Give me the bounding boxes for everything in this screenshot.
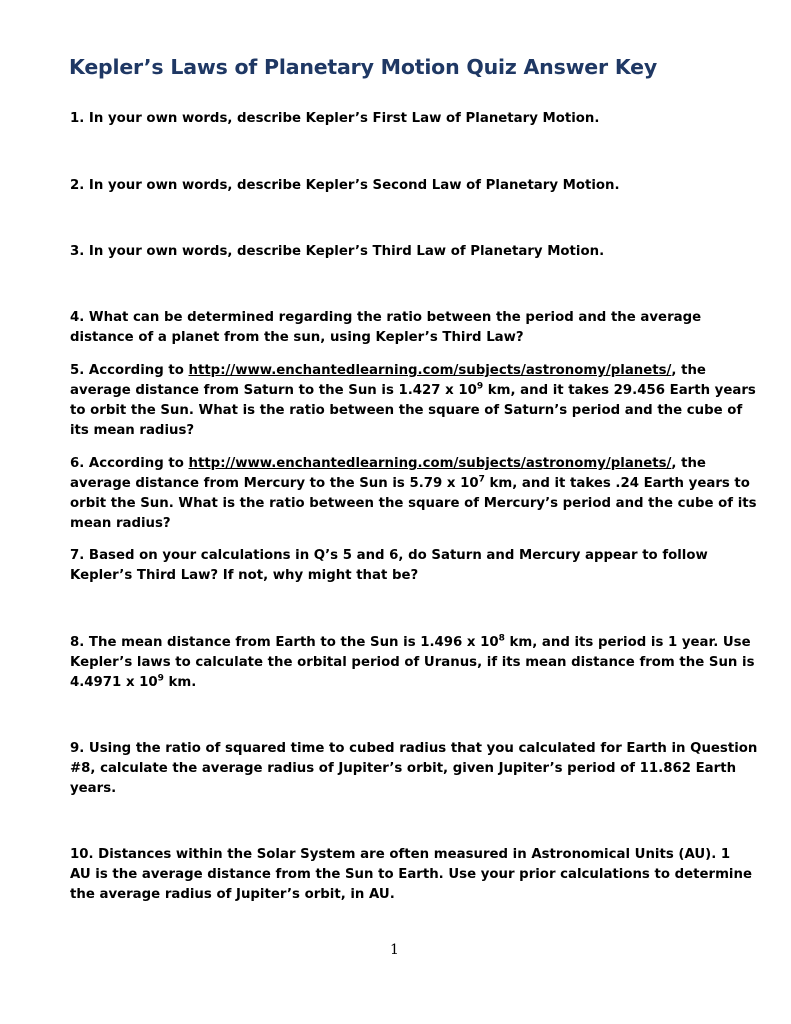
- question-9-line-1: 9. Using the ratio of squared time to cubed radius that you calculated for Earth in Question: [70, 741, 758, 756]
- question-5: [70, 361, 756, 441]
- question-10: [70, 845, 752, 905]
- question-6: [70, 454, 757, 534]
- question-5-exponent: 9: [476, 381, 484, 392]
- question-8: [70, 633, 755, 693]
- question-5-link[interactable]: http://www.enchantedlearning.com/subjects/astronomy/planets/: [188, 363, 672, 378]
- question-10-line-1: 10. Distances within the Solar System are often measured in Astronomical Units (AU). 1: [70, 847, 731, 862]
- question-9-line-3: years.: [70, 781, 117, 796]
- question-5-prefix: 5. According to: [70, 363, 189, 378]
- question-8-line-2: Kepler’s laws to calculate the orbital period of Uranus, if its mean distance from the Sun is: [70, 655, 755, 670]
- question-10-line-2: AU is the average distance from the Sun to Earth. Use your prior calculations to determine: [70, 867, 752, 882]
- question-2: [70, 176, 730, 196]
- question-5-line-2-a: average distance from Saturn to the Sun is 1.427 x 10: [70, 383, 477, 398]
- question-7-line-1: 7. Based on your calculations in Q’s 5 and 6, do Saturn and Mercury appear to follow: [70, 548, 708, 563]
- question-6-line-3: orbit the Sun. What is the ratio between the square of Mercury’s period and the cube of its: [70, 496, 757, 511]
- question-7-line-2: Kepler’s Third Law? If not, why might that be?: [70, 568, 419, 583]
- question-6-line-2-a: average distance from Mercury to the Sun is 5.79 x 10: [70, 476, 479, 491]
- question-6-link[interactable]: http://www.enchantedlearning.com/subjects/astronomy/planets/: [188, 456, 672, 471]
- question-8-line-3-b: km.: [163, 675, 197, 690]
- question-5-line-4: its mean radius?: [70, 423, 195, 438]
- question-1: [70, 109, 730, 129]
- question-7: [70, 546, 730, 586]
- question-8-line-1-b: km, and its period is 1 year. Use: [504, 635, 751, 650]
- question-4-line-2: distance of a planet from the sun, using Kepler’s Third Law?: [70, 330, 524, 345]
- page-title: Kepler’s Laws of Planetary Motion Quiz Answer Key: [69, 55, 658, 79]
- question-8-line-1-a: 8. The mean distance from Earth to the Sun is 1.496 x 10: [70, 635, 499, 650]
- page-number: 1: [390, 942, 399, 958]
- question-8-exponent-1: 8: [498, 633, 505, 644]
- question-5-line-3: to orbit the Sun. What is the ratio between the square of Saturn’s period and the cube of: [70, 403, 743, 418]
- question-6-line-1: [70, 454, 730, 474]
- question-8-exponent-2: 9: [157, 673, 164, 684]
- question-6-line-2: [70, 474, 750, 494]
- question-6-prefix: 6. According to: [70, 456, 189, 471]
- question-8-line-3-a: 4.4971 x 10: [70, 675, 158, 690]
- question-6-line-2-b: km, and it takes .24 Earth years to: [484, 476, 750, 491]
- question-9-line-2: #8, calculate the average radius of Jupiter’s orbit, given Jupiter’s period of 11.862 Earth: [70, 761, 737, 776]
- question-6-exponent: 7: [478, 474, 485, 485]
- question-1-text: 1. In your own words, describe Kepler’s First Law of Planetary Motion.: [70, 111, 600, 126]
- question-6-line-4: mean radius?: [70, 516, 171, 531]
- question-5-line-2-b: km, and it takes 29.456 Earth years: [483, 383, 756, 398]
- question-8-line-1: [70, 633, 751, 653]
- question-5-suffix: , the: [671, 363, 706, 378]
- question-10-line-3: the average radius of Jupiter’s orbit, in AU.: [70, 887, 395, 902]
- question-3: [70, 242, 730, 262]
- question-5-line-2: [70, 381, 756, 401]
- question-9: [70, 739, 758, 799]
- question-5-line-1: [70, 361, 730, 381]
- question-6-suffix: , the: [671, 456, 706, 471]
- question-4-line-1: 4. What can be determined regarding the ratio between the period and the average: [70, 310, 702, 325]
- question-8-line-3: [70, 673, 730, 693]
- question-4: [70, 308, 730, 348]
- question-3-text: 3. In your own words, describe Kepler’s Third Law of Planetary Motion.: [70, 244, 605, 259]
- question-2-text: 2. In your own words, describe Kepler’s Second Law of Planetary Motion.: [70, 178, 620, 193]
